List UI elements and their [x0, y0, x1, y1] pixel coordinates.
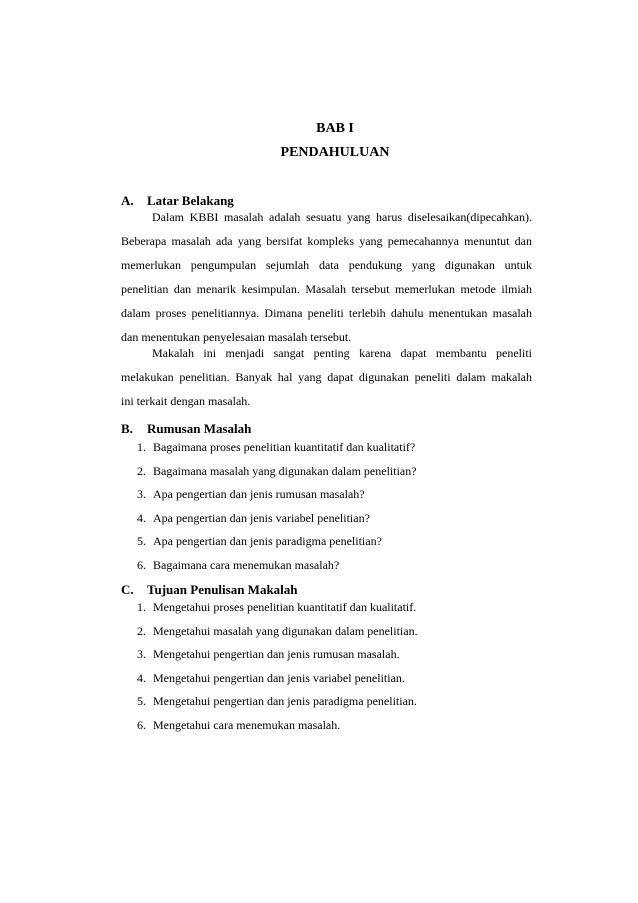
- section-b-letter: B.: [121, 421, 133, 436]
- list-item: [137, 693, 418, 717]
- chapter-title: PENDAHULUAN: [280, 145, 390, 160]
- paragraph-line: penelitian dan menarik kesimpulan. Masalah tersebut memerlukan metode ilmiah: [121, 282, 532, 296]
- section-c-heading: [121, 582, 298, 598]
- list-item: [137, 510, 417, 534]
- paragraph-line: memerlukan pengumpulan sejumlah data pendukung yang digunakan untuk: [121, 258, 532, 272]
- paragraph-line: dalam proses penelitiannya. Dimana peneliti terlebih dahulu menentukan masalah: [121, 306, 532, 320]
- list-item: [137, 599, 418, 623]
- paragraph-line: Makalah ini menjadi sangat penting karena dapat membantu peneliti: [152, 346, 532, 360]
- item-text: Mengetahui proses penelitian kuantitatif dan kualitatif.: [153, 600, 417, 614]
- item-number: 1.: [137, 600, 146, 614]
- list-item: [137, 717, 418, 741]
- section-c-letter: C.: [121, 582, 134, 597]
- list-item: [137, 463, 417, 487]
- item-text: Mengetahui pengertian dan jenis paradigma penelitian.: [153, 694, 417, 708]
- list-item: [137, 557, 417, 581]
- item-number: 2.: [137, 463, 146, 478]
- item-text: Bagaimana masalah yang digunakan dalam penelitian?: [153, 463, 417, 478]
- item-text: Apa pengertian dan jenis variabel penelitian?: [153, 510, 370, 525]
- list-item: [137, 670, 418, 694]
- item-number: 4.: [137, 670, 146, 685]
- item-number: 6.: [137, 557, 146, 572]
- paragraph-line: ini terkait dengan masalah.: [121, 394, 251, 408]
- list-item: [137, 439, 417, 463]
- item-text: Mengetahui masalah yang digunakan dalam penelitian.: [153, 623, 418, 638]
- research-questions-list: [137, 439, 417, 580]
- list-item: [137, 646, 418, 670]
- section-a-letter: A.: [121, 193, 134, 208]
- writing-objectives-list: [137, 599, 418, 740]
- paragraph-line: Beberapa masalah ada yang bersifat kompleks yang pemecahannya menuntut dan: [121, 234, 532, 248]
- section-a-paragraph-1: [121, 205, 532, 349]
- item-number: 6.: [137, 717, 146, 732]
- section-a-title: Latar Belakang: [147, 193, 234, 208]
- item-text: Bagaimana cara menemukan masalah?: [153, 557, 340, 572]
- item-number: 3.: [137, 487, 146, 501]
- paragraph-line: Dalam KBBI masalah adalah sesuatu yang harus diselesaikan(dipecahkan).: [152, 210, 532, 224]
- list-item: [137, 533, 417, 557]
- item-number: 5.: [137, 694, 146, 708]
- item-number: 2.: [137, 623, 146, 638]
- item-text: Apa pengertian dan jenis rumusan masalah?: [153, 487, 365, 501]
- item-text: Mengetahui pengertian dan jenis variabel penelitian.: [153, 670, 405, 685]
- section-b-title: Rumusan Masalah: [147, 421, 252, 436]
- item-number: 1.: [137, 440, 146, 454]
- item-text: Mengetahui cara menemukan masalah.: [153, 717, 341, 732]
- section-b-heading: [121, 421, 251, 437]
- paragraph-line: melakukan penelitian. Banyak hal yang dapat digunakan peneliti dalam makalah: [121, 370, 532, 384]
- list-item: [137, 486, 417, 510]
- list-item: [137, 623, 418, 647]
- section-a-paragraph-2: [121, 341, 532, 413]
- item-text: Mengetahui pengertian dan jenis rumusan masalah.: [153, 647, 400, 661]
- paragraph-line: dan menentukan penyelesaian masalah tersebut.: [121, 330, 352, 344]
- chapter-label: BAB I: [316, 121, 354, 136]
- item-text: Apa pengertian dan jenis paradigma penelitian?: [153, 534, 382, 548]
- item-number: 5.: [137, 534, 146, 548]
- item-number: 3.: [137, 647, 146, 661]
- item-number: 4.: [137, 510, 146, 525]
- section-c-title: Tujuan Penulisan Makalah: [147, 582, 298, 597]
- item-text: Bagaimana proses penelitian kuantitatif dan kualitatif?: [153, 440, 416, 454]
